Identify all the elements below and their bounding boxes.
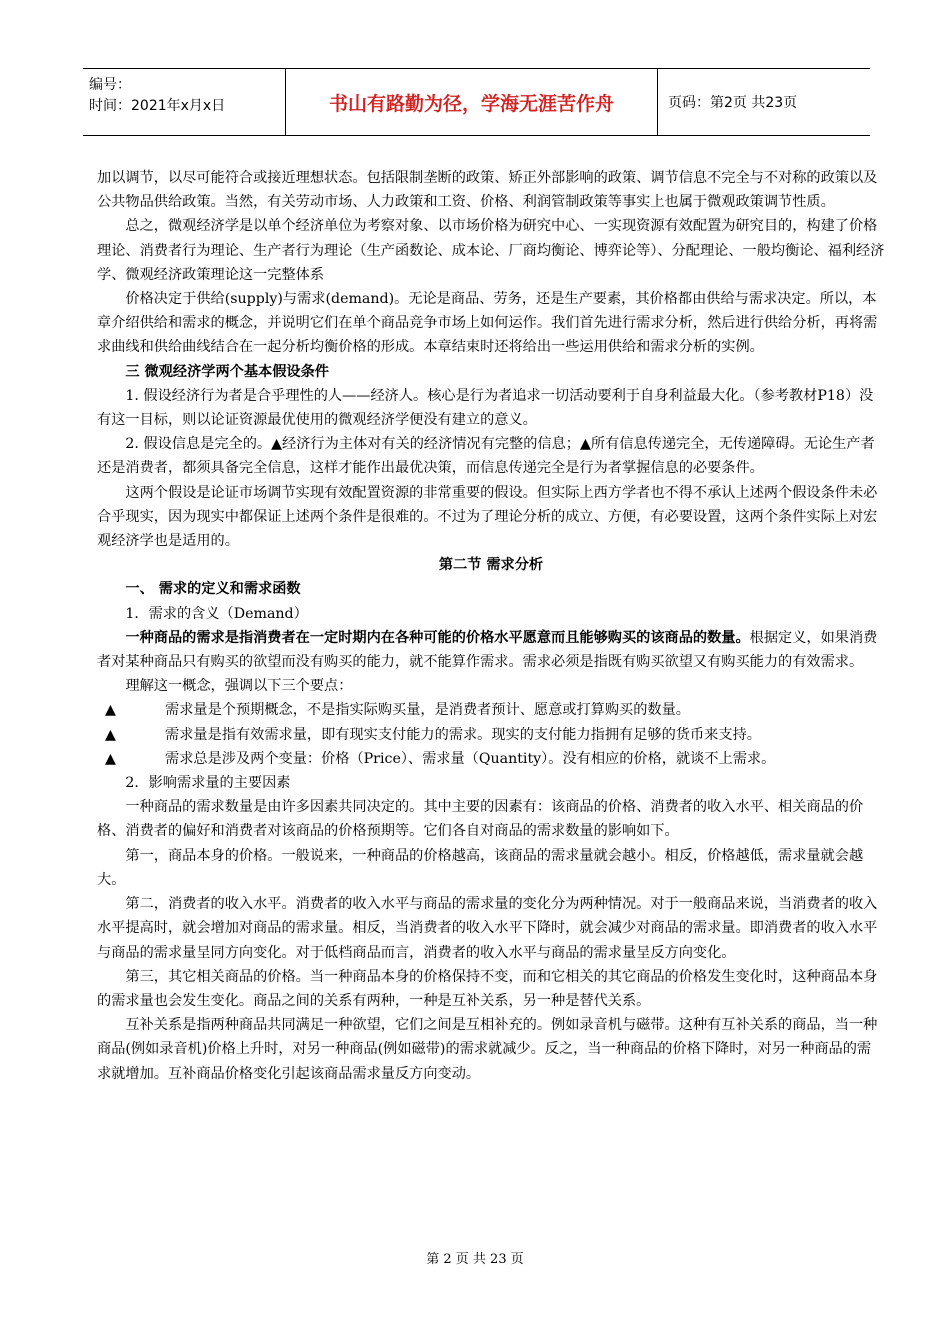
doc-number-label: 编号： <box>89 77 131 93</box>
paragraph: 价格决定于供给(supply)与需求(demand)。无论是商品、劳务，还是生产要素，其价格都由供给与需求决定。所以，本章介绍供给和需求的概念，并说明它们在单个商品竞争市场上如何运作。我们首先进行需求分析，然后进行供给分析，再将需求曲线和供给曲线结合在一起分析均衡价格的形成。本章结束时还将给出一些运用供给和需求分析的实例。 <box>97 291 878 356</box>
header-page-label: 页码：第2页 共23页 <box>668 95 798 111</box>
paragraph: 理解这一概念，强调以下三个要点： <box>125 678 353 695</box>
triangle-bullet-icon: ▲ <box>105 702 116 719</box>
paragraph: 互补关系是指两种商品共同满足一种欲望，它们之间是互相补充的。例如录音机与磁带。这种有互补关系的商品，当一种商品(例如录音机)价格上升时，对另一种商品(例如磁带)的需求就减少。反之，当一种商品的价格下降时，对另一种商品的需求就增加。互补商品价格变化引起该商品需求量反方向变动。 <box>97 1017 878 1082</box>
header-meta <box>83 69 286 135</box>
page-footer: 第 2 页 共 23 页 <box>426 1252 524 1267</box>
section-heading-three: 三 微观经济学两个基本假设条件 <box>125 363 329 380</box>
document-body <box>97 166 885 1086</box>
paragraph: 总之，微观经济学是以单个经济单位为考察对象、以市场价格为研究中心、一实现资源有效配置为研究目的，构建了价格理论、消费者行为理论、生产者行为理论（生产函数论、成本论、厂商均衡论、博弈论等）、分配理论、一般均衡论、福利经济学、微观经济政策理论这一完整体系 <box>97 218 885 283</box>
numbered-item: 1．需求的含义（Demand） <box>125 605 308 622</box>
paragraph: 一种商品的需求数量是由许多因素共同决定的。其中主要的因素有：该商品的价格、消费者的收入水平、相关商品的价格、消费者的偏好和消费者对该商品的价格预期等。它们各自对商品的需求数量的影响如下。 <box>97 799 864 840</box>
bullet-item <box>97 723 885 747</box>
header-motto: 书山有路勤为径，学海无涯苦作舟 <box>286 69 658 135</box>
page-header <box>83 68 870 136</box>
paragraph: 加以调节，以尽可能符合或接近理想状态。包括限制垄断的政策、矫正外部影响的政策、调节信息不完全与不对称的政策以及公共物品供给政策。当然，有关劳动市场、人力政策和工资、价格、利润管制政策等事实上也属于微观政策调节性质。 <box>97 170 878 211</box>
bullet-text: 需求量是个预期概念，不是指实际购买量，是消费者预计、愿意或打算购买的数量。 <box>165 702 690 719</box>
subsection-heading: 一、 需求的定义和需求函数 <box>125 581 301 598</box>
triangle-bullet-icon: ▲ <box>105 726 116 743</box>
paragraph: 第二，消费者的收入水平。消费者的收入水平与商品的需求量的变化分为两种情况。对于一般商品来说，当消费者的收入水平提高时，就会增加对商品的需求量。相反，当消费者的收入水平下降时，就会减少对商品的需求量。即消费者的收入水平与商品的需求量呈同方向变化。对于低档商品而言，消费者的收入水平与商品的需求量呈反方向变化。 <box>97 896 878 961</box>
bullet-text: 需求量是指有效需求量，即有现实支付能力的需求。现实的支付能力指拥有足够的货币来支持。 <box>165 726 761 743</box>
bullet-item <box>97 698 885 722</box>
definition-paragraph <box>97 626 885 674</box>
paragraph: 1. 假设经济行为者是合乎理性的人——经济人。核心是行为者追求一切活动要利于自身利益最大化。（参考教材P18）没有这一目标，则以论证资源最优使用的微观经济学便没有建立的意义。 <box>97 387 874 429</box>
bullet-text: 需求总是涉及两个变量：价格（Price）、需求量（Quantity）。没有相应的价格，就谈不上需求。 <box>165 750 776 767</box>
triangle-bullet-icon: ▲ <box>105 750 116 767</box>
paragraph: 第一，商品本身的价格。一般说来，一种商品的价格越高，该商品的需求量就会越小。相反，价格越低，需求量就会越大。 <box>97 847 864 888</box>
paragraph: 这两个假设是论证市场调节实现有效配置资源的非常重要的假设。但实际上西方学者也不得不承认上述两个假设条件未必合乎现实，因为现实中都保证上述两个条件是很难的。不过为了理论分析的成立、方便，有必要设置，这两个条件实际上对宏观经济学也是适用的。 <box>97 484 878 550</box>
definition-rest: 根据定义，如果消费者对某种商品只有购买的欲望而没有购买的能力，就不能算作需求。需求必须是指既有购买欲望又有购买能力的有效需求。 <box>97 629 878 671</box>
section-title: 第二节 需求分析 <box>438 557 544 574</box>
paragraph: 2. 假设信息是完全的。▲经济行为主体对有关的经济情况有完整的信息；▲所有信息传递完全，无传递障碍。无论生产者还是消费者，都须具备完全信息，这样才能作出最优决策，而信息传递完全是行为者掌握信息的必要条件。 <box>97 436 875 477</box>
definition-bold: 一种商品的需求是指消费者在一定时期内在各种可能的价格水平愿意而且能够购买的该商品的数量。 <box>125 629 750 646</box>
paragraph: 第三，其它相关商品的价格。当一种商品本身的价格保持不变，而和它相关的其它商品的价格发生变化时，这种商品本身的需求量也会发生变化。商品之间的关系有两种，一种是互补关系，另一种是替代关系。 <box>97 968 878 1009</box>
doc-time-label: 时间：2021年x月x日 <box>89 98 226 114</box>
bullet-item <box>97 747 885 771</box>
numbered-item: 2．影响需求量的主要因素 <box>125 775 291 792</box>
